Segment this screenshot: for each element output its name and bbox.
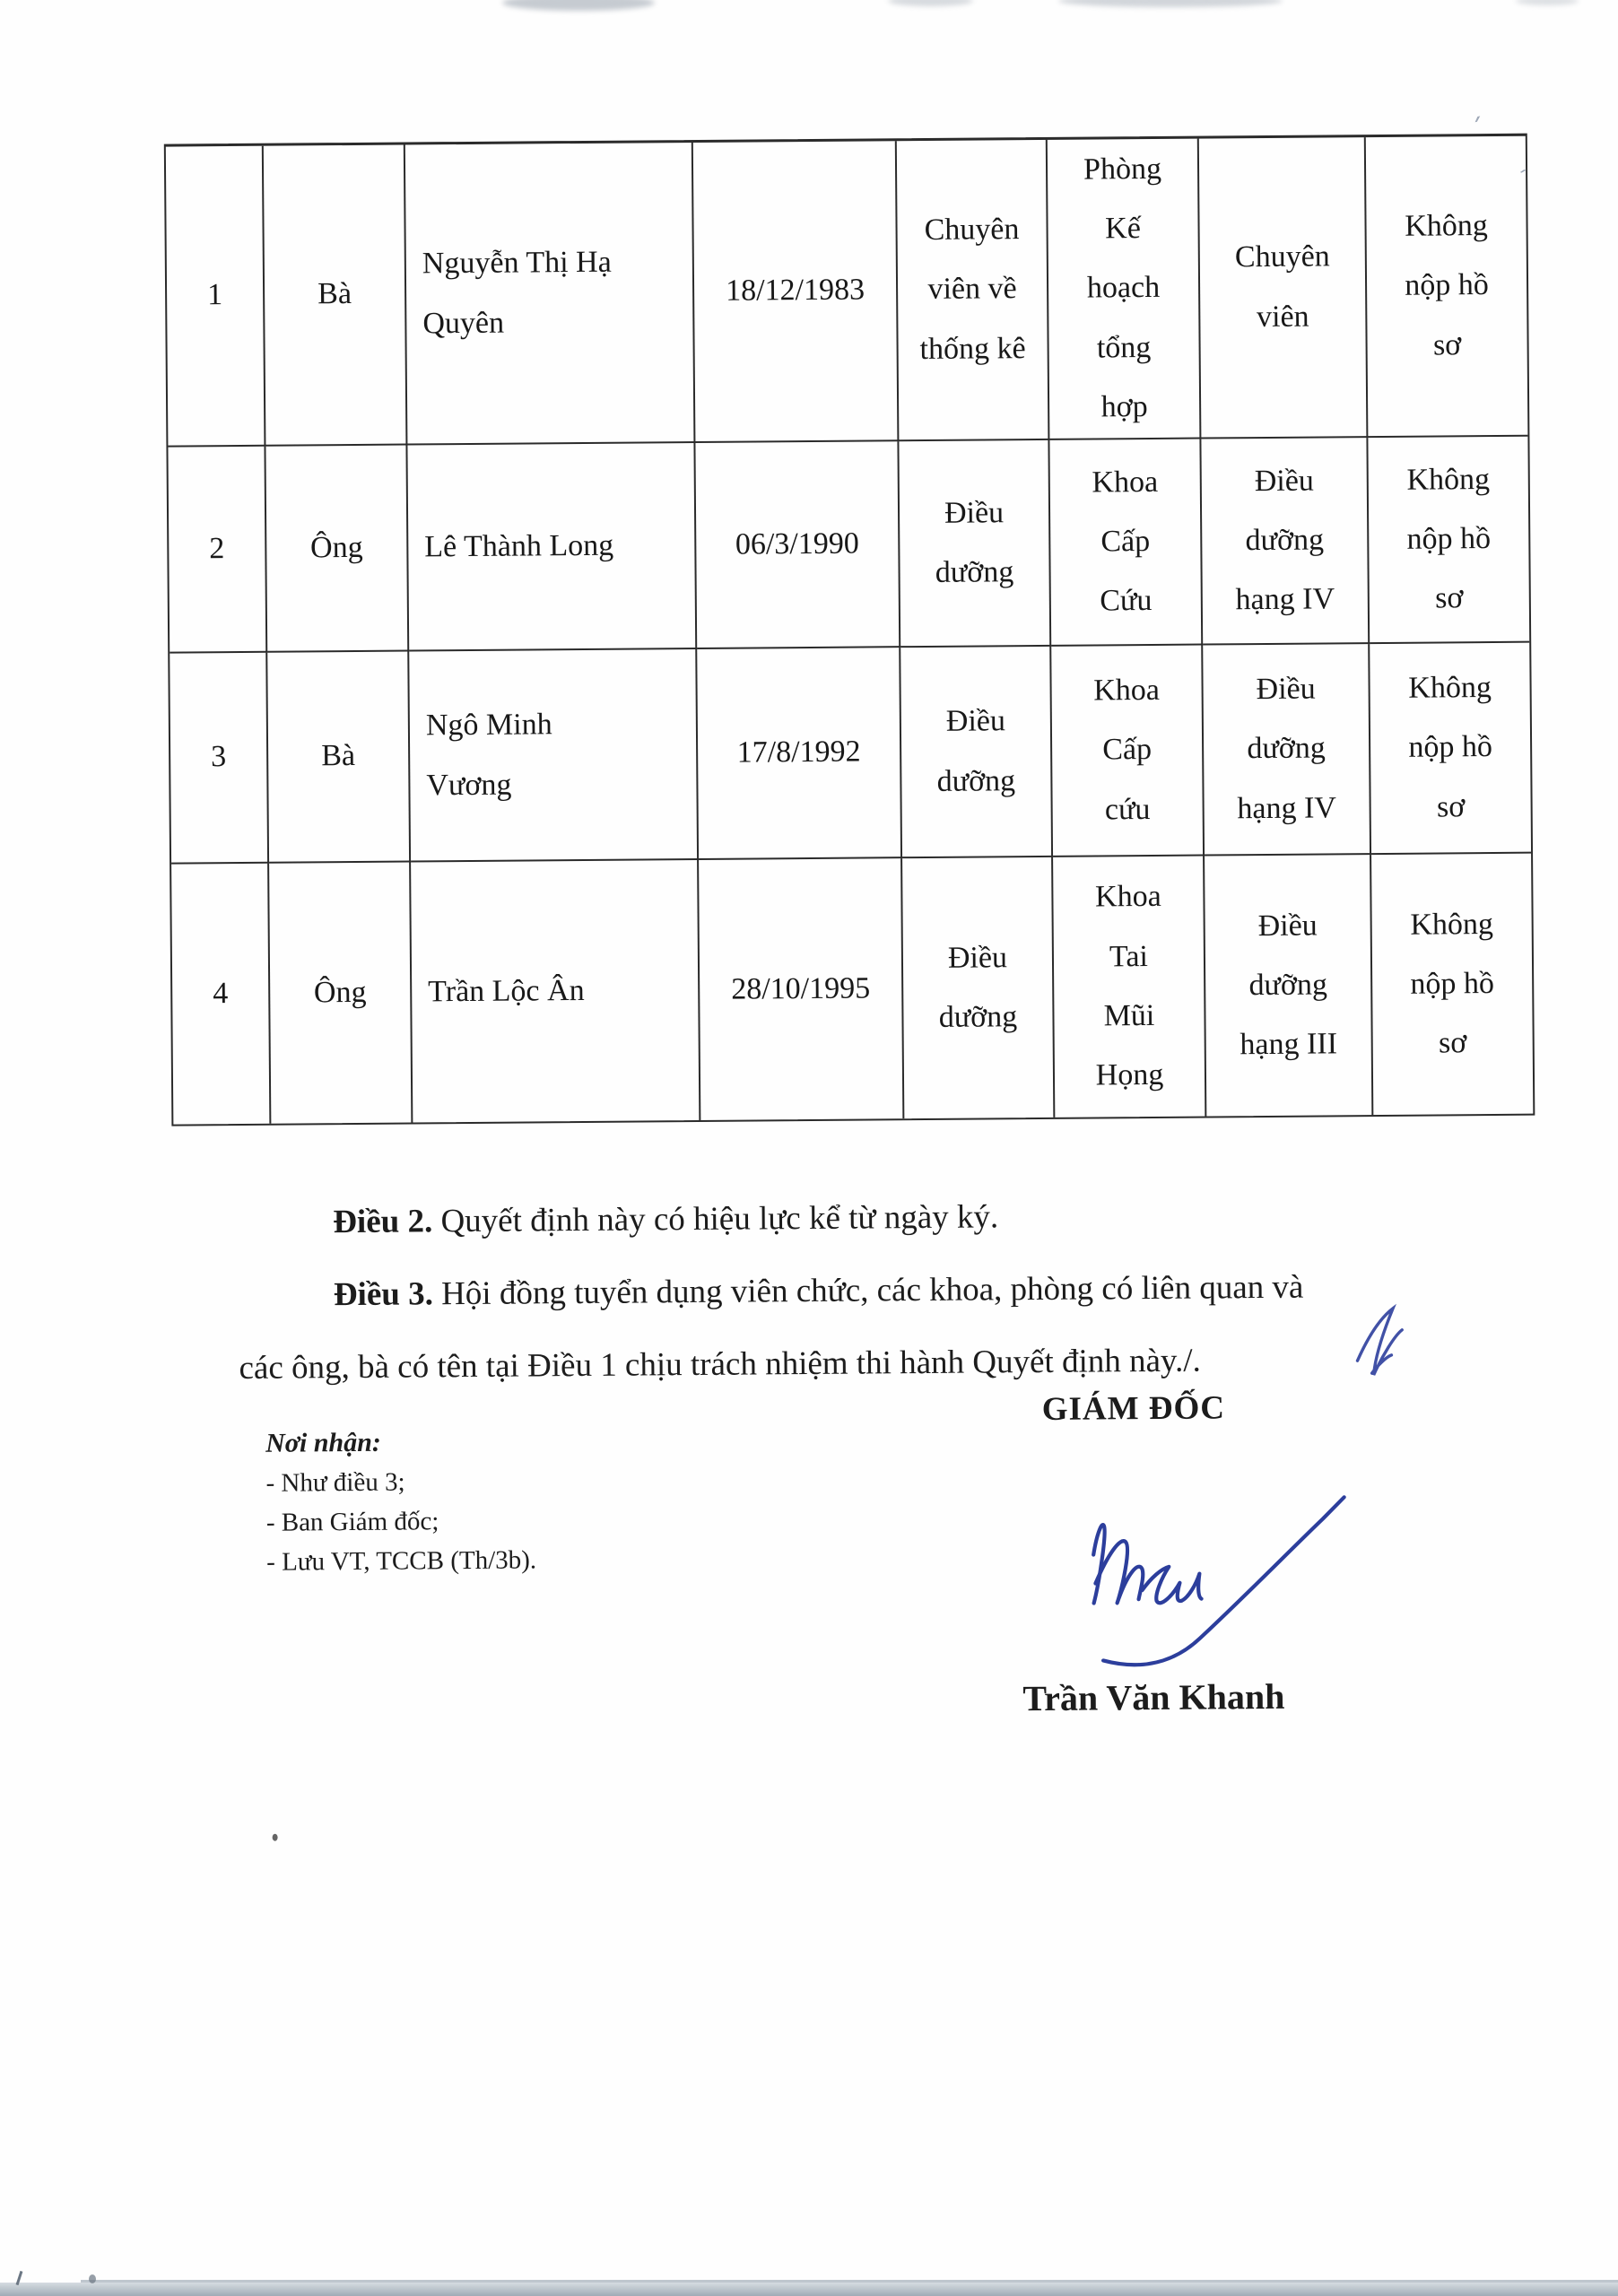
table-cell-stt: 4 <box>171 864 271 1125</box>
table-cell-dob: 17/8/1992 <box>697 648 902 860</box>
article-3-label: Điều 3. <box>333 1275 434 1314</box>
table-cell-gender: Bà <box>264 145 408 447</box>
table-cell-name: Ngô Minh Vương <box>409 649 699 863</box>
recipients-label: Nơi nhận: <box>265 1427 381 1458</box>
table-cell-dob: 28/10/1995 <box>699 858 904 1120</box>
table-cell-gender: Ông <box>269 862 413 1123</box>
table-cell-position: Điều dưỡng <box>902 857 1055 1118</box>
table-cell-position: Điều dưỡng <box>899 440 1051 648</box>
table-cell-name: Nguyễn Thị Hạ Quyên <box>405 143 696 446</box>
table-cell-stt: 2 <box>168 447 267 654</box>
table-cell-position: Chuyên viên về thống kê <box>897 140 1050 441</box>
table-cell-department: Phòng Kế hoạch tổng hợp <box>1048 139 1202 440</box>
recipient-item: - Như điều 3; <box>265 1467 405 1498</box>
table-cell-result: Không nộp hồ sơ <box>1370 643 1531 855</box>
scan-corner-mark <box>89 2274 96 2283</box>
table-cell-rank: Điều dưỡng hạng IV <box>1201 438 1370 645</box>
recipient-item: - Ban Giám đốc; <box>265 1507 439 1537</box>
signer-title: GIÁM ĐỐC <box>1041 1389 1226 1428</box>
signer-name: Trần Văn Khanh <box>1022 1675 1285 1719</box>
table-cell-dob: 18/12/1983 <box>693 141 900 443</box>
table-cell-department: Khoa Cấp cứu <box>1051 646 1205 857</box>
articles-section <box>238 1177 1491 1405</box>
scan-bottom-edge <box>0 2283 1618 2296</box>
recipient-item: - Lưu VT, TCCB (Th/3b). <box>266 1545 537 1577</box>
table-cell-name: Lê Thành Long <box>407 443 697 652</box>
article-2 <box>238 1177 1490 1259</box>
table-cell-dob: 06/3/1990 <box>695 441 900 649</box>
article-2-text: Quyết định này có hiệu lực kể từ ngày ký. <box>432 1198 999 1240</box>
table-cell-gender: Bà <box>267 651 411 863</box>
table-cell-result: Không nộp hồ sơ <box>1410 907 1495 1060</box>
personnel-table <box>164 134 1535 1126</box>
article-3-text: Hội đồng tuyển dụng viên chức, các khoa, phòng có liên quan và các ông, bà có tên tại Điều 1 chịu trách nhiệm thi hành Quyết định này./. <box>239 1268 1304 1387</box>
recipients-block <box>265 1422 536 1581</box>
table-cell-rank: Điều dưỡng hạng IV <box>1203 644 1371 856</box>
table-cell-stt: 1 <box>166 146 266 448</box>
stray-dot <box>273 1834 278 1841</box>
table-cell-result: Không nộp hồ sơ <box>1368 437 1529 644</box>
table-cell-result: Không nộp hồ sơ <box>1366 136 1528 438</box>
article-2-label: Điều 2. <box>333 1203 433 1241</box>
scan-pen-mark-icon: ˏ <box>1516 147 1535 175</box>
table-cell-stt: 3 <box>170 653 269 865</box>
table-cell-rank: Điều dưỡng hạng III <box>1205 855 1373 1116</box>
table-cell-department: Khoa Cấp Cứu <box>1049 439 1203 647</box>
article-3 <box>239 1249 1491 1405</box>
table-cell-position: Điều dưỡng <box>900 647 1053 858</box>
table-cell-department: Khoa Tai Mũi Họng <box>1053 857 1206 1118</box>
table-cell-name: Trần Lộc Ân <box>411 860 700 1123</box>
table-cell-rank: Chuyên viên <box>1199 137 1369 439</box>
signature-ink <box>1015 1466 1394 1684</box>
paraph-mark-icon <box>1346 1303 1412 1390</box>
scan-pen-mark-icon: ˏ <box>1463 90 1484 125</box>
table-cell-gender: Ông <box>265 445 409 652</box>
